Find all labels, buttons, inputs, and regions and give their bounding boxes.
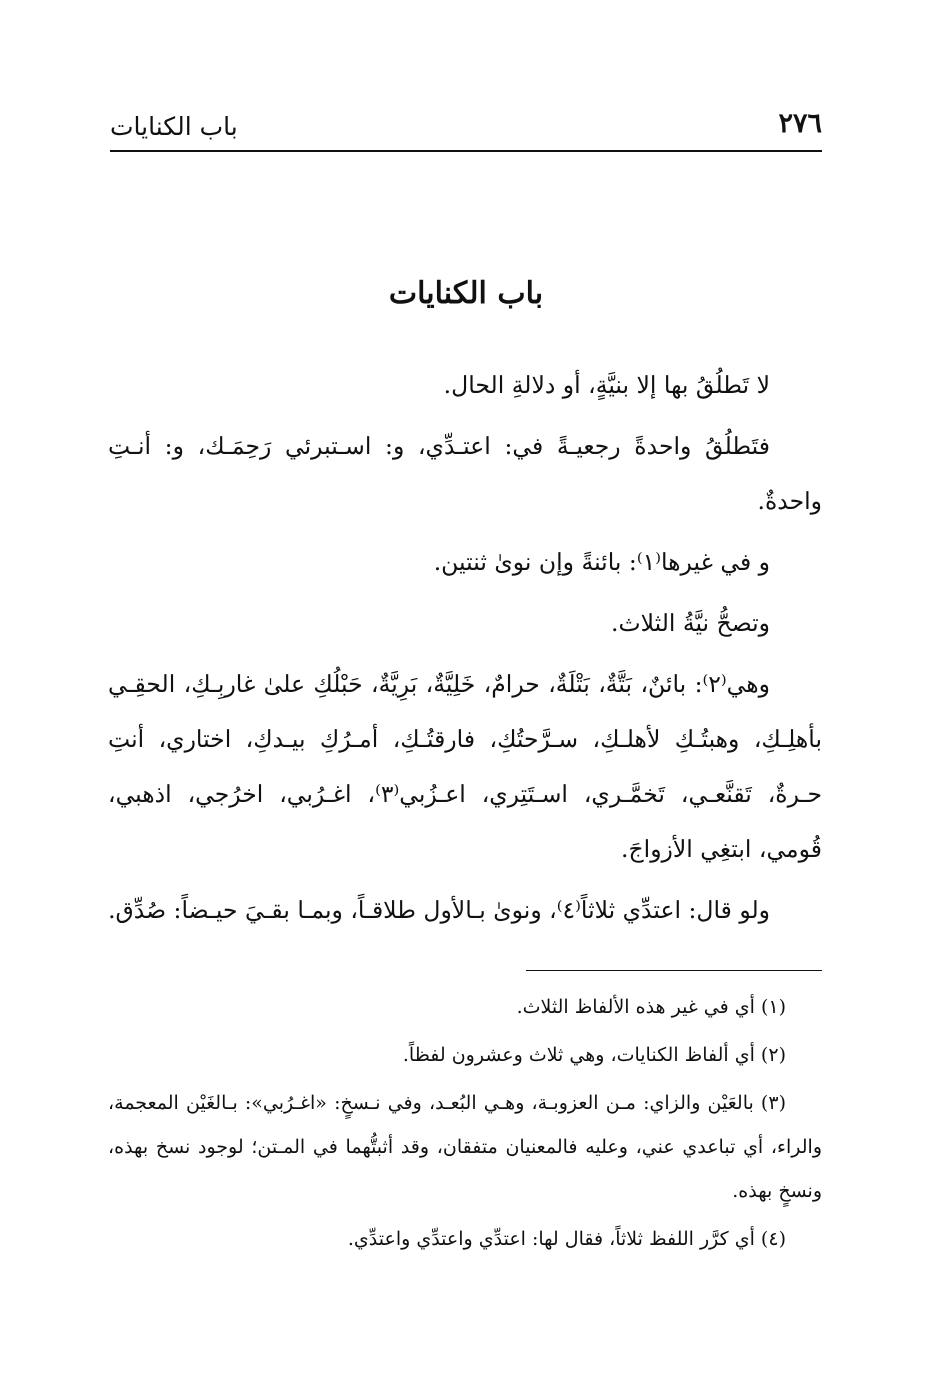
paragraph: لا تَطلُقُ بها إلا بنيَّةٍ، أو دلالةِ الحال. [443, 371, 770, 399]
main-text [108, 358, 822, 944]
footnote-divider [526, 970, 822, 971]
paragraph: فتَطلُقُ واحدةً رجعيـةً في: اعتـدِّي، و: اسـتبرئي رَحِمَـك، و: أنـتِ واحدةٌ. [108, 432, 822, 515]
footnote: (٣) بالعَيْن والزاي: مـن العزوبـة، وهـي البُعـد، وفي نـسخٍ: «اغـرُبي»: بـالغَيْن المعجمة، والراء، أي تباعدي عني، وعليه فالمعنيان متفقان، وقد أثبتُّهما في المـتن؛ لوجود نسخ بهذه، ونسخٍ بهذه. [108, 1092, 822, 1202]
footnote: (٢) أي ألفاظ الكنايات، وهي ثلاث وعشرون لفظاً. [402, 1044, 786, 1066]
page-number: ٢٧٦ [778, 108, 822, 139]
paragraph: وهي⁽٢⁾: بائنٌ، بَتَّةٌ، بَتْلَةٌ، حرامٌ، خَلِيَّةٌ، بَرِيَّةٌ، حَبْلُكِ علىٰ غاربِـكِ، الحقِـي بأهلِـكِ، وهبتُـكِ لأهلـكِ، سـرَّحتُكِ، فارقتُـكِ، أمـرُكِ بيـدكِ، اختاري، أنتِ حـرةٌ، تَقنَّعـي، تَخمَّـري، اسـتَتِري، اعـزُبي⁽٣⁾، اغـرُبي، اخرُجي، اذهبي، قُومي، ابتغِي الأزواجَ. [108, 670, 822, 863]
paragraph: و في غيرها⁽١⁾: بائنةً وإن نوىٰ ثنتين. [433, 548, 770, 576]
footnotes [108, 985, 822, 1265]
footnote: (١) أي في غير هذه الألفاظ الثلاث. [516, 996, 786, 1018]
paragraph: وتصحُّ نيَّةُ الثلاث. [610, 609, 770, 637]
running-header [110, 104, 822, 148]
running-header-title: باب الكنايات [110, 112, 238, 141]
header-divider [110, 150, 822, 152]
footnote: (٤) أي كرَّر اللفظ ثلاثاً، فقال لها: اعتدِّي واعتدِّي واعتدِّي. [347, 1228, 786, 1250]
paragraph: ولو قال: اعتدِّي ثلاثاً⁽٤⁾، ونوىٰ بـالأول طلاقـاً، وبمـا بقـيَ حيـضاً: صُدِّق. [108, 896, 770, 924]
chapter-title: باب الكنايات [388, 276, 544, 311]
